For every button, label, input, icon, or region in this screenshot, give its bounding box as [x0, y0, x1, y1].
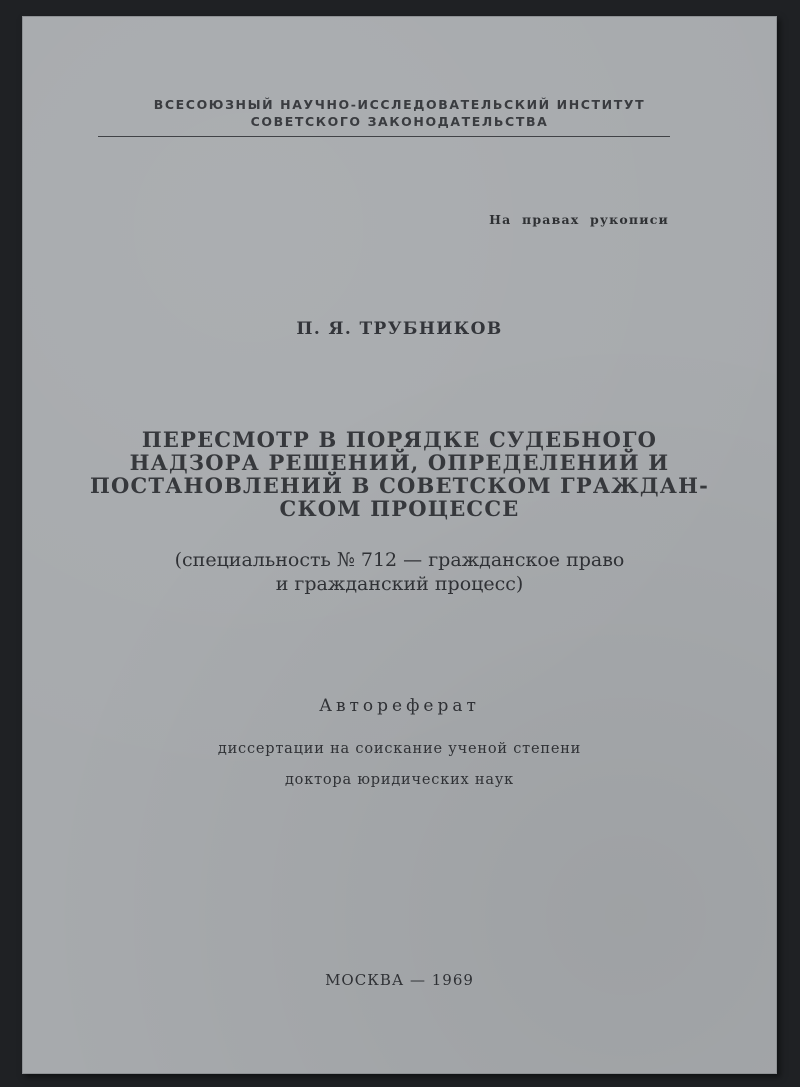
title-line-1: ПЕРЕСМОТР В ПОРЯДКЕ СУДЕБНОГО — [141, 427, 658, 452]
header-divider — [98, 136, 670, 137]
imprint-city-year: МОСКВА — 1969 — [325, 971, 474, 989]
degree-line-1: диссертации на соискание ученой степени — [217, 741, 582, 757]
institute-name-line-2: СОВЕТСКОГО ЗАКОНОДАТЕЛЬСТВА — [250, 114, 549, 129]
specialty-line-2: и гражданский процесс) — [275, 573, 524, 595]
book-cover — [22, 16, 777, 1074]
abstract-label: Автореферат — [319, 696, 480, 716]
title-line-4: СКОМ ПРОЦЕССЕ — [279, 496, 520, 521]
specialty-line-1: (специальность № 712 — гражданское право — [174, 549, 625, 571]
author-name: П. Я. ТРУБНИКОВ — [296, 319, 503, 339]
degree-line-2: доктора юридических наук — [284, 772, 515, 788]
specialty-note — [82, 548, 717, 596]
institute-name-line-1: ВСЕСОЮЗНЫЙ НАУЧНО-ИССЛЕДОВАТЕЛЬСКИЙ ИНСТИТУТ — [153, 97, 646, 112]
title-line-3: ПОСТАНОВЛЕНИЙ В СОВЕТСКОМ ГРАЖДАН- — [89, 473, 710, 498]
title-line-2: НАДЗОРА РЕШЕНИЙ, ОПРЕДЕЛЕНИЙ И — [129, 450, 670, 475]
manuscript-note: На правах рукописи — [489, 212, 669, 227]
dissertation-title — [82, 428, 717, 520]
institute-header — [22, 96, 777, 130]
degree-description — [22, 734, 777, 796]
